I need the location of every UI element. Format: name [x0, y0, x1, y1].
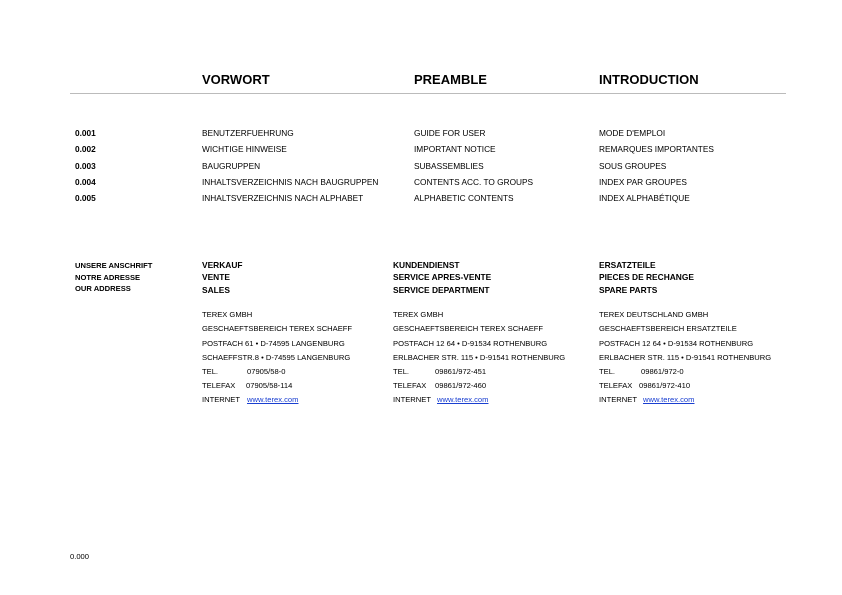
toc-title-german[interactable]: INHALTSVERZEICHNIS NACH ALPHABET: [202, 193, 364, 203]
toc-number: 0.003: [75, 161, 96, 171]
department-title-english: SALES: [202, 284, 230, 295]
fax-label: TELEFAX: [393, 381, 427, 391]
toc-title-english[interactable]: IMPORTANT NOTICE: [414, 144, 496, 154]
company-name: TEREX GMBH: [202, 310, 253, 320]
toc-title-german[interactable]: WICHTIGE HINWEISE: [202, 144, 287, 154]
street-address: ERLBACHER STR. 115 • D-91541 ROTHENBURG: [599, 352, 772, 362]
fax-label: TELEFAX: [202, 381, 236, 391]
division-name: GESCHAEFTSBEREICH TEREX SCHAEFF: [393, 324, 544, 334]
address-block: [599, 308, 771, 407]
toc-number: 0.002: [75, 144, 96, 154]
department-title: [599, 259, 771, 296]
department-spare-parts: [599, 259, 771, 408]
division-name: GESCHAEFTSBEREICH ERSATZTEILE: [599, 324, 737, 334]
department-title-french: VENTE: [202, 272, 230, 283]
toc-number: 0.004: [75, 177, 96, 187]
fax-line: [393, 379, 565, 393]
toc-title-german[interactable]: BAUGRUPPEN: [202, 161, 261, 171]
header-divider: [70, 93, 786, 94]
toc-title-english[interactable]: ALPHABETIC CONTENTS: [414, 193, 514, 203]
street-address: ERLBACHER STR. 115 • D-91541 ROTHENBURG: [393, 352, 566, 362]
department-title-french: SERVICE APRES-VENTE: [393, 272, 492, 283]
internet-line: [393, 393, 565, 407]
internet-line: [599, 393, 771, 407]
address-label-german: UNSERE ANSCHRIFT: [75, 261, 153, 270]
header-english: PREAMBLE: [414, 72, 487, 87]
page-number: 0.000: [70, 552, 90, 561]
address-label: [75, 260, 152, 295]
address-label-french: NOTRE ADRESSE: [75, 272, 141, 282]
department-title-german: ERSATZTEILE: [599, 260, 656, 270]
fax-line: [202, 379, 352, 393]
toc-title-french[interactable]: INDEX PAR GROUPES: [599, 177, 687, 187]
phone-label: TEL.: [202, 367, 219, 377]
division-name: GESCHAEFTSBEREICH TEREX SCHAEFF: [202, 324, 353, 334]
fax-number: 09861/972-460: [435, 381, 487, 391]
company-name: TEREX GMBH: [393, 310, 444, 320]
fax-number: 07905/58-114: [246, 381, 293, 391]
phone-line: [393, 365, 565, 379]
department-sales: [202, 259, 352, 408]
website-link[interactable]: www.terex.com: [247, 395, 299, 405]
street-address: SCHAEFFSTR.8 • D-74595 LANGENBURG: [202, 352, 351, 362]
phone-number: 07905/58-0: [247, 367, 286, 377]
website-link[interactable]: www.terex.com: [643, 395, 695, 405]
phone-line: [599, 365, 771, 379]
company-name: TEREX DEUTSCHLAND GMBH: [599, 310, 709, 320]
phone-label: TEL.: [599, 367, 616, 377]
toc-title-french[interactable]: INDEX ALPHABÉTIQUE: [599, 193, 690, 203]
phone-number: 09861/972-0: [641, 367, 684, 377]
toc-title-french[interactable]: MODE D'EMPLOI: [599, 128, 666, 138]
toc-title-english[interactable]: SUBASSEMBLIES: [414, 161, 484, 171]
department-title-french: PIECES DE RECHANGE: [599, 272, 694, 283]
toc-title-german[interactable]: BENUTZERFUEHRUNG: [202, 128, 294, 138]
address-block: [202, 308, 352, 407]
header-french: INTRODUCTION: [599, 72, 699, 87]
fax-number: 09861/972-410: [639, 381, 691, 391]
postal-address: POSTFACH 12 64 • D-91534 ROTHENBURG: [599, 338, 754, 348]
postal-address: POSTFACH 61 • D-74595 LANGENBURG: [202, 338, 345, 348]
website-link[interactable]: www.terex.com: [437, 395, 489, 405]
postal-address: POSTFACH 12 64 • D-91534 ROTHENBURG: [393, 338, 548, 348]
internet-label: INTERNET: [599, 395, 637, 405]
phone-number: 09861/972-451: [435, 367, 487, 377]
department-title-german: KUNDENDIENST: [393, 260, 460, 270]
department-title: [202, 259, 352, 296]
department-title-german: VERKAUF: [202, 260, 243, 270]
address-block: [393, 308, 565, 407]
toc-title-german[interactable]: INHALTSVERZEICHNIS NACH BAUGRUPPEN: [202, 177, 379, 187]
toc-title-english[interactable]: CONTENTS ACC. TO GROUPS: [414, 177, 534, 187]
department-title: [393, 259, 565, 296]
internet-label: INTERNET: [202, 395, 240, 405]
fax-line: [599, 379, 771, 393]
toc-title-english[interactable]: GUIDE FOR USER: [414, 128, 486, 138]
toc-title-french[interactable]: SOUS GROUPES: [599, 161, 667, 171]
toc-number: 0.001: [75, 128, 96, 138]
department-title-english: SERVICE DEPARTMENT: [393, 284, 490, 295]
department-service: [393, 259, 565, 408]
phone-line: [202, 365, 352, 379]
fax-label: TELEFAX: [599, 381, 633, 391]
toc-number: 0.005: [75, 193, 96, 203]
internet-label: INTERNET: [393, 395, 431, 405]
department-title-english: SPARE PARTS: [599, 284, 658, 295]
phone-label: TEL.: [393, 367, 410, 377]
internet-line: [202, 393, 352, 407]
header-german: VORWORT: [202, 72, 270, 87]
address-label-english: OUR ADDRESS: [75, 284, 131, 294]
toc-title-french[interactable]: REMARQUES IMPORTANTES: [599, 144, 714, 154]
